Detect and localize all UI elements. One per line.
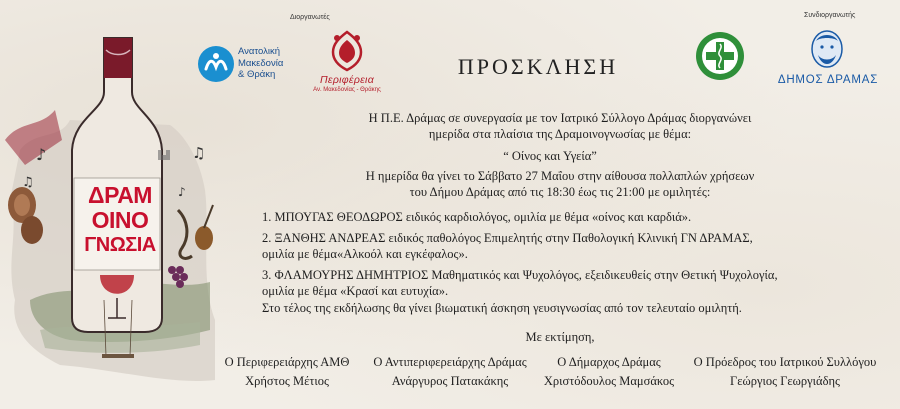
dimos-name: ΔΗΜΟΣ ΔΡΑΜΑΣ — [777, 74, 879, 86]
dimos-emblem-icon — [808, 27, 846, 71]
signature-name-2: Ανάργυρος Πατακάκης — [391, 374, 509, 388]
medical-association-logo-icon — [694, 30, 746, 82]
logo-line-2: ΟΙΝΟ — [91, 207, 149, 233]
region-brand-text — [238, 46, 308, 81]
speaker-1: 1. ΜΠΟΥΓΑΣ ΘΕΟΔΩΡΟΣ ειδικός καρδιολόγος, ομιλία με θέμα «οίνος και καρδιά». — [262, 210, 692, 224]
details-line-1: Η ημερίδα θα γίνει το Σάββατο 27 Μαΐου στην αίθουσα πολλαπλών χρήσεων — [365, 169, 755, 183]
svg-text:♫: ♫ — [22, 175, 34, 190]
periferia-text — [306, 74, 388, 93]
region-line-1: Ανατολική — [238, 46, 281, 57]
region-line-2: Μακεδονία — [238, 57, 284, 69]
periferia-name: Περιφέρεια — [320, 74, 374, 86]
signature-role-2: Ο Αντιπεριφερειάρχης Δράμας — [373, 355, 527, 369]
region-logo-icon — [197, 45, 235, 83]
speaker-2-topic: ομιλία με θέμα«Αλκοόλ και εγκέφαλος». — [262, 247, 468, 261]
logo-line-3: ΓΝΩΣΙΑ — [84, 234, 156, 256]
intro-line-2: ημερίδα στα πλαίσια της Δραμοινογνωσίας με θέμα: — [428, 127, 692, 141]
speaker-2: 2. ΞΑΝΘΗΣ ΑΝΔΡΕΑΣ ειδικός παθολόγος Επιμελητής στην Παθολογική Κλινική ΓΝ ΔΡΑΜΑΣ, — [262, 231, 753, 245]
periferia-emblem-icon — [325, 28, 369, 74]
co-organizer-label: Συνδιοργανωτής — [804, 12, 856, 19]
closing-note: Στο τέλος της εκδήλωσης θα γίνει βιωματική άσκηση γευσιγνωσίας από τον τελευταίο ομιλητή. — [262, 301, 742, 315]
signature-name-4: Γεώργιος Γεωργιάδης — [730, 374, 840, 388]
theme: “ Οίνος και Υγεία” — [503, 149, 597, 163]
svg-text:♪: ♪ — [36, 145, 47, 164]
wine-bottle-illustration — [0, 0, 215, 409]
periferia-sub: Αν. Μακεδονίας - Θράκης — [313, 87, 381, 93]
region-line-3: & Θράκη — [238, 69, 276, 80]
organizers-label: Διοργανωτές — [290, 14, 330, 21]
closing: Με εκτίμηση, — [525, 330, 595, 344]
logo-line-1: ΔΡΑΜ — [88, 182, 152, 208]
page-title: ΠΡΟΣΚΛΗΣΗ — [457, 54, 619, 79]
details-line-2: του Δήμου Δράμας από τις 18:30 έως τις 21:00 με ομιλητές: — [409, 185, 711, 199]
signature-role-3: Ο Δήμαρχος Δράμας — [557, 355, 661, 369]
speaker-3: 3. ΦΛΑΜΟΥΡΗΣ ΔΗΜΗΤΡΙΟΣ Μαθηματικός και Ψυχολόγος, εξειδικευθείς στην Θετική Ψυχολογία, — [262, 268, 778, 282]
dramoinognosia-logo — [75, 183, 165, 263]
speaker-3-topic: ομιλία με θέμα «Κρασί και ευτυχία». — [262, 284, 449, 298]
svg-text:♫: ♫ — [192, 144, 206, 162]
intro-line-1: Η Π.Ε. Δράμας σε συνεργασία με τον Ιατρικό Σύλλογο Δράμας διοργανώνει — [368, 111, 752, 125]
signature-role-4: Ο Πρόεδρος του Ιατρικού Συλλόγου — [693, 355, 877, 369]
signature-name-3: Χριστόδουλος Μαμσάκος — [543, 374, 675, 388]
signature-name-1: Χρήστος Μέτιος — [245, 374, 329, 388]
svg-text:♪: ♪ — [178, 185, 186, 199]
signature-role-1: Ο Περιφερειάρχης ΑΜΘ — [224, 355, 350, 369]
